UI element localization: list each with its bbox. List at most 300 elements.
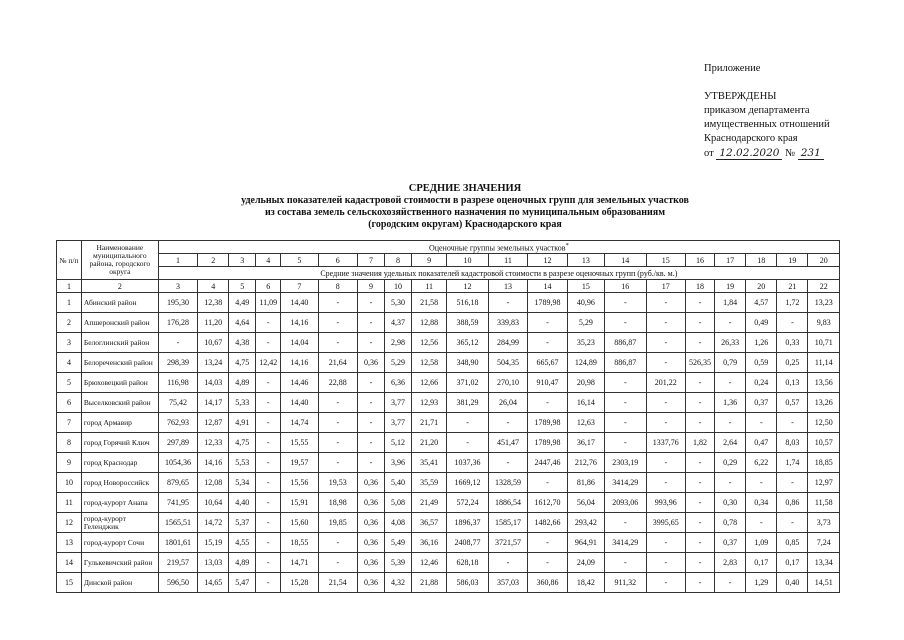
value-cell: 4,55 <box>229 533 256 553</box>
value-cell: 5,08 <box>385 493 412 513</box>
column-index: 22 <box>808 280 840 293</box>
value-cell: - <box>318 293 357 313</box>
municipality-name: Апшеронский район <box>81 313 158 333</box>
municipality-name: Абинский район <box>81 293 158 313</box>
group-number: 12 <box>528 254 567 267</box>
group-number: 6 <box>318 254 357 267</box>
value-cell: - <box>256 513 281 533</box>
value-cell: - <box>256 373 281 393</box>
municipality-name: город-курорт Геленджик <box>81 513 158 533</box>
handwritten-number: 231 <box>798 147 824 160</box>
value-cell: 284,99 <box>488 333 527 353</box>
value-cell: - <box>686 573 715 593</box>
value-cell: - <box>605 513 647 533</box>
value-cell: 0,25 <box>777 353 808 373</box>
value-cell: - <box>256 533 281 553</box>
header-municipality: Наименование муниципального района, городского округа <box>81 241 158 280</box>
value-cell: 1,74 <box>777 453 808 473</box>
table-row <box>57 413 840 433</box>
value-cell: 15,91 <box>281 493 318 513</box>
heading-line-2: удельных показателей кадастровой стоимости в разрезе оценочных групп для земельных участков <box>241 195 689 206</box>
value-cell: 12,42 <box>256 353 281 373</box>
value-cell: 3,77 <box>385 393 412 413</box>
value-cell: 36,57 <box>411 513 446 533</box>
value-cell: 0,24 <box>746 373 777 393</box>
value-cell: 14,16 <box>281 353 318 373</box>
value-cell: 195,30 <box>158 293 197 313</box>
value-cell: 0,33 <box>777 333 808 353</box>
table-row <box>57 373 840 393</box>
value-cell: 1054,36 <box>158 453 197 473</box>
group-number: 16 <box>686 254 715 267</box>
value-cell: 14,72 <box>198 513 229 533</box>
value-cell: 5,37 <box>229 513 256 533</box>
value-cell: - <box>715 473 746 493</box>
value-cell: 0,29 <box>715 453 746 473</box>
value-cell: - <box>256 313 281 333</box>
value-cell: 3414,29 <box>605 473 647 493</box>
value-cell: 0,79 <box>715 353 746 373</box>
value-cell: 24,09 <box>567 553 604 573</box>
value-cell: - <box>158 333 197 353</box>
value-cell: 15,56 <box>281 473 318 493</box>
value-cell: 2,98 <box>385 333 412 353</box>
value-cell: - <box>447 433 489 453</box>
value-cell: 12,93 <box>411 393 446 413</box>
value-cell: 3,96 <box>385 453 412 473</box>
value-cell: - <box>358 373 385 393</box>
value-cell: 40,96 <box>567 293 604 313</box>
value-cell: 0,36 <box>358 473 385 493</box>
value-cell: 2,83 <box>715 553 746 573</box>
value-cell: - <box>646 573 685 593</box>
value-cell: 1896,37 <box>447 513 489 533</box>
number-prefix: № <box>785 148 796 159</box>
row-number: 5 <box>57 373 82 393</box>
value-cell: 13,56 <box>808 373 840 393</box>
table-row <box>57 573 840 593</box>
municipality-name: город Новороссийск <box>81 473 158 493</box>
value-cell: 1482,66 <box>528 513 567 533</box>
value-cell: 357,03 <box>488 573 527 593</box>
value-cell: 4,75 <box>229 353 256 373</box>
value-cell: - <box>358 453 385 473</box>
row-number: 4 <box>57 353 82 373</box>
table-body <box>57 293 840 593</box>
row-number: 10 <box>57 473 82 493</box>
value-cell: - <box>256 453 281 473</box>
group-number: 4 <box>256 254 281 267</box>
value-cell: 7,24 <box>808 533 840 553</box>
value-cell: 1,36 <box>715 393 746 413</box>
value-cell: 75,42 <box>158 393 197 413</box>
value-cell: 10,71 <box>808 333 840 353</box>
value-cell: 18,42 <box>567 573 604 593</box>
value-cell: 2093,06 <box>605 493 647 513</box>
value-cell: 124,89 <box>567 353 604 373</box>
value-cell: 516,18 <box>447 293 489 313</box>
column-index: 2 <box>81 280 158 293</box>
value-cell: 8,03 <box>777 433 808 453</box>
value-cell: 12,56 <box>411 333 446 353</box>
value-cell: 1037,36 <box>447 453 489 473</box>
row-number: 13 <box>57 533 82 553</box>
value-cell: - <box>358 313 385 333</box>
column-index: 11 <box>411 280 446 293</box>
column-index: 15 <box>567 280 604 293</box>
column-index: 14 <box>528 280 567 293</box>
value-cell: 9,83 <box>808 313 840 333</box>
value-cell: - <box>686 453 715 473</box>
value-cell: 1801,61 <box>158 533 197 553</box>
approved-by-line-2: имущественных отношений <box>704 119 830 130</box>
group-numbers-row <box>57 254 840 267</box>
row-number: 6 <box>57 393 82 413</box>
value-cell: 1,72 <box>777 293 808 313</box>
value-cell: - <box>256 493 281 513</box>
value-cell: 0,13 <box>777 373 808 393</box>
value-cell: - <box>715 373 746 393</box>
value-cell: - <box>686 473 715 493</box>
value-cell: 14,40 <box>281 293 318 313</box>
value-cell: - <box>715 573 746 593</box>
value-cell: 0,37 <box>715 533 746 553</box>
value-cell: - <box>358 293 385 313</box>
value-cell: 0,37 <box>746 393 777 413</box>
value-cell: 360,86 <box>528 573 567 593</box>
value-cell: - <box>318 433 357 453</box>
value-cell: 21,20 <box>411 433 446 453</box>
value-cell: 14,46 <box>281 373 318 393</box>
value-cell: 5,33 <box>229 393 256 413</box>
value-cell: 0,85 <box>777 533 808 553</box>
value-cell: - <box>488 413 527 433</box>
value-cell: 35,41 <box>411 453 446 473</box>
value-cell: 270,10 <box>488 373 527 393</box>
value-cell: 20,98 <box>567 373 604 393</box>
row-number: 1 <box>57 293 82 313</box>
value-cell: 13,24 <box>198 353 229 373</box>
value-cell: 572,24 <box>447 493 489 513</box>
value-cell: 4,89 <box>229 553 256 573</box>
value-cell: 18,85 <box>808 453 840 473</box>
table-row <box>57 333 840 353</box>
value-cell: 18,55 <box>281 533 318 553</box>
value-cell: - <box>646 353 685 373</box>
value-cell: - <box>686 553 715 573</box>
value-cell: 4,57 <box>746 293 777 313</box>
group-number: 11 <box>488 254 527 267</box>
value-cell: - <box>646 473 685 493</box>
value-cell: 10,67 <box>198 333 229 353</box>
column-index: 7 <box>281 280 318 293</box>
value-cell: - <box>528 473 567 493</box>
value-cell: 13,23 <box>808 293 840 313</box>
row-number: 8 <box>57 433 82 453</box>
column-index: 17 <box>646 280 685 293</box>
value-cell: 0,36 <box>358 533 385 553</box>
value-cell: - <box>318 393 357 413</box>
column-index: 5 <box>229 280 256 293</box>
row-number: 12 <box>57 513 82 533</box>
value-cell: - <box>256 473 281 493</box>
value-cell: 19,85 <box>318 513 357 533</box>
group-number: 2 <box>198 254 229 267</box>
value-cell: 0,59 <box>746 353 777 373</box>
value-cell: 504,35 <box>488 353 527 373</box>
value-cell: 14,65 <box>198 573 229 593</box>
value-cell: 1,09 <box>746 533 777 553</box>
document-heading <box>150 183 780 231</box>
value-cell: 5,12 <box>385 433 412 453</box>
value-cell: - <box>318 453 357 473</box>
heading-line-4: (городским округам) Краснодарского края <box>368 219 562 230</box>
value-cell: 628,18 <box>447 553 489 573</box>
value-cell: - <box>256 413 281 433</box>
value-cell: 1886,54 <box>488 493 527 513</box>
municipality-name: Брюховецкий район <box>81 373 158 393</box>
value-cell: - <box>358 333 385 353</box>
value-cell: 11,09 <box>256 293 281 313</box>
group-number: 17 <box>715 254 746 267</box>
value-cell: 4,75 <box>229 433 256 453</box>
value-cell: 5,47 <box>229 573 256 593</box>
column-index-row <box>57 280 840 293</box>
value-cell: 388,59 <box>447 313 489 333</box>
column-index: 4 <box>198 280 229 293</box>
value-cell: 11,14 <box>808 353 840 373</box>
value-cell: 12,63 <box>567 413 604 433</box>
group-number: 14 <box>605 254 647 267</box>
row-number: 7 <box>57 413 82 433</box>
table-row <box>57 433 840 453</box>
value-cell: 596,50 <box>158 573 197 593</box>
table-row <box>57 553 840 573</box>
value-cell: - <box>358 413 385 433</box>
value-cell: - <box>686 493 715 513</box>
value-cell: - <box>686 533 715 553</box>
value-cell: - <box>256 433 281 453</box>
value-cell: 5,53 <box>229 453 256 473</box>
value-cell: - <box>686 393 715 413</box>
value-cell: 81,86 <box>567 473 604 493</box>
value-cell: 1,82 <box>686 433 715 453</box>
group-number: 7 <box>358 254 385 267</box>
footnote-mark: * <box>565 242 569 250</box>
value-cell: - <box>528 533 567 553</box>
value-cell: 1,29 <box>746 573 777 593</box>
value-cell: - <box>605 433 647 453</box>
value-cell: 14,03 <box>198 373 229 393</box>
value-cell: 3995,65 <box>646 513 685 533</box>
value-cell: - <box>646 533 685 553</box>
value-cell: 212,76 <box>567 453 604 473</box>
value-cell: - <box>318 313 357 333</box>
heading-line-3: из состава земель сельскохозяйственного назначения по муниципальным образованиям <box>264 207 666 218</box>
value-cell: - <box>686 333 715 353</box>
table-row <box>57 393 840 413</box>
value-cell: 886,87 <box>605 333 647 353</box>
value-cell: 879,65 <box>158 473 197 493</box>
value-cell: 339,83 <box>488 313 527 333</box>
column-index: 16 <box>605 280 647 293</box>
value-cell: 4,32 <box>385 573 412 593</box>
value-cell: 13,03 <box>198 553 229 573</box>
value-cell: 293,42 <box>567 513 604 533</box>
value-cell: - <box>605 293 647 313</box>
header-row-number: № п/п <box>57 241 82 280</box>
value-cell: 5,30 <box>385 293 412 313</box>
value-cell: - <box>358 433 385 453</box>
value-cell: 11,20 <box>198 313 229 333</box>
value-cell: - <box>777 473 808 493</box>
value-cell: 12,46 <box>411 553 446 573</box>
table-row <box>57 533 840 553</box>
approved-label: УТВЕРЖДЕНЫ <box>704 91 777 102</box>
value-cell: - <box>318 333 357 353</box>
header-groups <box>158 241 839 254</box>
value-cell: 886,87 <box>605 353 647 373</box>
value-cell: 3,73 <box>808 513 840 533</box>
value-cell: 1585,17 <box>488 513 527 533</box>
value-cell: 1,26 <box>746 333 777 353</box>
value-cell: 365,12 <box>447 333 489 353</box>
value-cell: 4,37 <box>385 313 412 333</box>
value-cell: 35,59 <box>411 473 446 493</box>
value-cell: - <box>528 553 567 573</box>
value-cell: 5,49 <box>385 533 412 553</box>
value-cell: 12,38 <box>198 293 229 313</box>
value-cell: 14,74 <box>281 413 318 433</box>
municipality-name: город-курорт Сочи <box>81 533 158 553</box>
value-cell: 14,71 <box>281 553 318 573</box>
value-cell: 201,22 <box>646 373 685 393</box>
value-cell: 1789,98 <box>528 413 567 433</box>
value-cell: 0,30 <box>715 493 746 513</box>
value-cell: 3414,29 <box>605 533 647 553</box>
value-cell: 10,57 <box>808 433 840 453</box>
value-cell: 5,29 <box>567 313 604 333</box>
value-cell: 176,28 <box>158 313 197 333</box>
value-cell: 964,91 <box>567 533 604 553</box>
value-cell: 26,04 <box>488 393 527 413</box>
value-cell: 5,34 <box>229 473 256 493</box>
value-cell: 526,35 <box>686 353 715 373</box>
value-cell: - <box>777 413 808 433</box>
column-index: 19 <box>715 280 746 293</box>
value-cell: - <box>488 453 527 473</box>
value-cell: - <box>605 313 647 333</box>
value-cell: 19,53 <box>318 473 357 493</box>
table-row <box>57 513 840 533</box>
table-row <box>57 493 840 513</box>
value-cell: - <box>488 553 527 573</box>
column-index: 12 <box>447 280 489 293</box>
value-cell: 910,47 <box>528 373 567 393</box>
group-number: 20 <box>808 254 840 267</box>
value-cell: 5,39 <box>385 553 412 573</box>
row-number: 3 <box>57 333 82 353</box>
value-cell: - <box>318 413 357 433</box>
value-cell: 12,87 <box>198 413 229 433</box>
value-cell: 0,78 <box>715 513 746 533</box>
value-cell: 15,55 <box>281 433 318 453</box>
value-cell: 1,84 <box>715 293 746 313</box>
value-cell: 5,29 <box>385 353 412 373</box>
value-cell: 36,16 <box>411 533 446 553</box>
value-cell: - <box>318 553 357 573</box>
value-cell: 4,08 <box>385 513 412 533</box>
value-cell: 21,71 <box>411 413 446 433</box>
value-cell: 1612,70 <box>528 493 567 513</box>
column-index: 6 <box>256 280 281 293</box>
value-cell: 14,16 <box>198 453 229 473</box>
value-cell: 35,23 <box>567 333 604 353</box>
row-number: 15 <box>57 573 82 593</box>
value-cell: 12,97 <box>808 473 840 493</box>
heading-title: СРЕДНИЕ ЗНАЧЕНИЯ <box>408 183 522 194</box>
value-cell: 1789,98 <box>528 293 567 313</box>
value-cell: 4,40 <box>229 493 256 513</box>
column-index: 10 <box>385 280 412 293</box>
municipality-name: Динской район <box>81 573 158 593</box>
column-index: 3 <box>158 280 197 293</box>
value-cell: 6,22 <box>746 453 777 473</box>
value-cell: - <box>488 293 527 313</box>
column-index: 8 <box>318 280 357 293</box>
approved-by-line-3: Краснодарского края <box>704 133 798 144</box>
value-cell: 586,03 <box>447 573 489 593</box>
municipality-name: Гулькевичский район <box>81 553 158 573</box>
value-cell: 21,49 <box>411 493 446 513</box>
value-cell: - <box>686 313 715 333</box>
value-cell: - <box>686 413 715 433</box>
value-cell: 14,04 <box>281 333 318 353</box>
approval-date-line <box>704 146 884 161</box>
value-cell: 2447,46 <box>528 453 567 473</box>
value-cell: 4,91 <box>229 413 256 433</box>
row-number: 11 <box>57 493 82 513</box>
value-cell: 0,17 <box>777 553 808 573</box>
value-cell: - <box>746 473 777 493</box>
value-cell: 12,08 <box>198 473 229 493</box>
value-cell: - <box>746 513 777 533</box>
value-cell: 15,28 <box>281 573 318 593</box>
value-cell: 1789,98 <box>528 433 567 453</box>
value-cell: - <box>605 413 647 433</box>
municipality-name: город-курорт Анапа <box>81 493 158 513</box>
approved-by-line-1: приказом департамента <box>704 105 810 116</box>
appendix-label: Приложение <box>704 63 761 74</box>
value-cell: 0,86 <box>777 493 808 513</box>
value-cell: 12,66 <box>411 373 446 393</box>
value-cell: 0,36 <box>358 553 385 573</box>
value-cell: 0,34 <box>746 493 777 513</box>
value-cell: 0,17 <box>746 553 777 573</box>
value-cell: 4,38 <box>229 333 256 353</box>
value-cell: 4,89 <box>229 373 256 393</box>
value-cell: 381,29 <box>447 393 489 413</box>
group-number: 18 <box>746 254 777 267</box>
municipality-name: город Армавир <box>81 413 158 433</box>
municipality-name: город Горячий Ключ <box>81 433 158 453</box>
value-cell: 3,77 <box>385 413 412 433</box>
value-cell: 4,64 <box>229 313 256 333</box>
value-cell: 14,51 <box>808 573 840 593</box>
group-number: 5 <box>281 254 318 267</box>
value-cell: - <box>777 513 808 533</box>
municipality-name: Белоглинский район <box>81 333 158 353</box>
